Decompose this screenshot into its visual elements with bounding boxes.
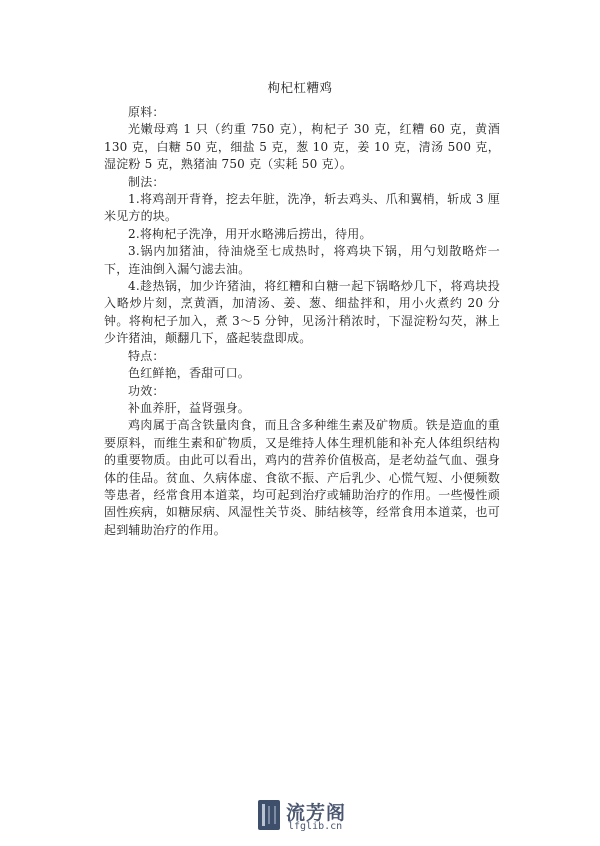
- logo-url: lfglib.cn: [288, 821, 343, 832]
- logo-name: 流芳阁: [286, 802, 347, 824]
- document-body: [104, 104, 500, 539]
- method-step-1: 1.将鸡剖开背脊，挖去年脏，洗净，斩去鸡头、爪和翼梢，斩成 3 厘米见方的块。: [104, 192, 500, 224]
- method-step-2: 2.将枸杞子洗净，用开水略沸后捞出，待用。: [128, 226, 372, 241]
- features-text: 色红鲜艳，香甜可口。: [128, 366, 251, 381]
- section-label-ingredients: 原料：: [128, 105, 165, 119]
- page-title: 枸杞杠糟鸡: [267, 80, 333, 95]
- section-label-features: 特点：: [128, 348, 165, 363]
- site-logo: [258, 798, 378, 834]
- effects-text: 补血养肝，益肾强身。: [128, 400, 251, 415]
- method-step-4: 4.趁热锅，加少许猪油，将红糟和白糖一起下锅略炒几下，将鸡块投入略炒片刻，烹黄酒，加清汤、姜、葱、细盐拌和，用小火煮约 20 分钟。将枸杞子加入，煮 3～5 分钟，见汤汁稍浓时，下湿淀粉勾芡，淋上少许猪油，颠翻几下，盛起装盘即成。: [104, 279, 500, 346]
- ingredients-text: 光嫩母鸡 1 只（约重 750 克），枸杞子 30 克，红糟 60 克，黄酒 130 克，白糖 50 克，细盐 5 克，葱 10 克，姜 10 克，清汤 500 克，湿淀粉 5 克，熟猪油 750 克（实耗 50 克）。: [104, 122, 500, 172]
- section-label-method: 制法：: [128, 174, 165, 189]
- book-icon: [258, 800, 280, 830]
- section-label-effects: 功效：: [128, 383, 165, 398]
- method-step-3: 3.锅内加猪油，待油烧至七成热时，将鸡块下锅，用勺划散略炸一下，连油倒入漏勺滤去油。: [104, 244, 500, 276]
- nutrition-paragraph: 鸡肉属于高含铁量肉食，而且含多种维生素及矿物质。铁是造血的重要原料，而维生素和矿物质，又是维持人体生理机能和补充人体组织结构的重要物质。由此可以看出，鸡内的营养价值极高，是老幼益气血、强身体的佳品。贫血、久病体虚、食欲不振、产后乳少、心慌气短、小便频数等患者，经常食用本道菜，均可起到治疗或辅助治疗的作用。一些慢性顽固性疾病，如糖尿病、风湿性关节炎、肺结核等，经常食用本道菜，也可起到辅助治疗的作用。: [104, 418, 500, 537]
